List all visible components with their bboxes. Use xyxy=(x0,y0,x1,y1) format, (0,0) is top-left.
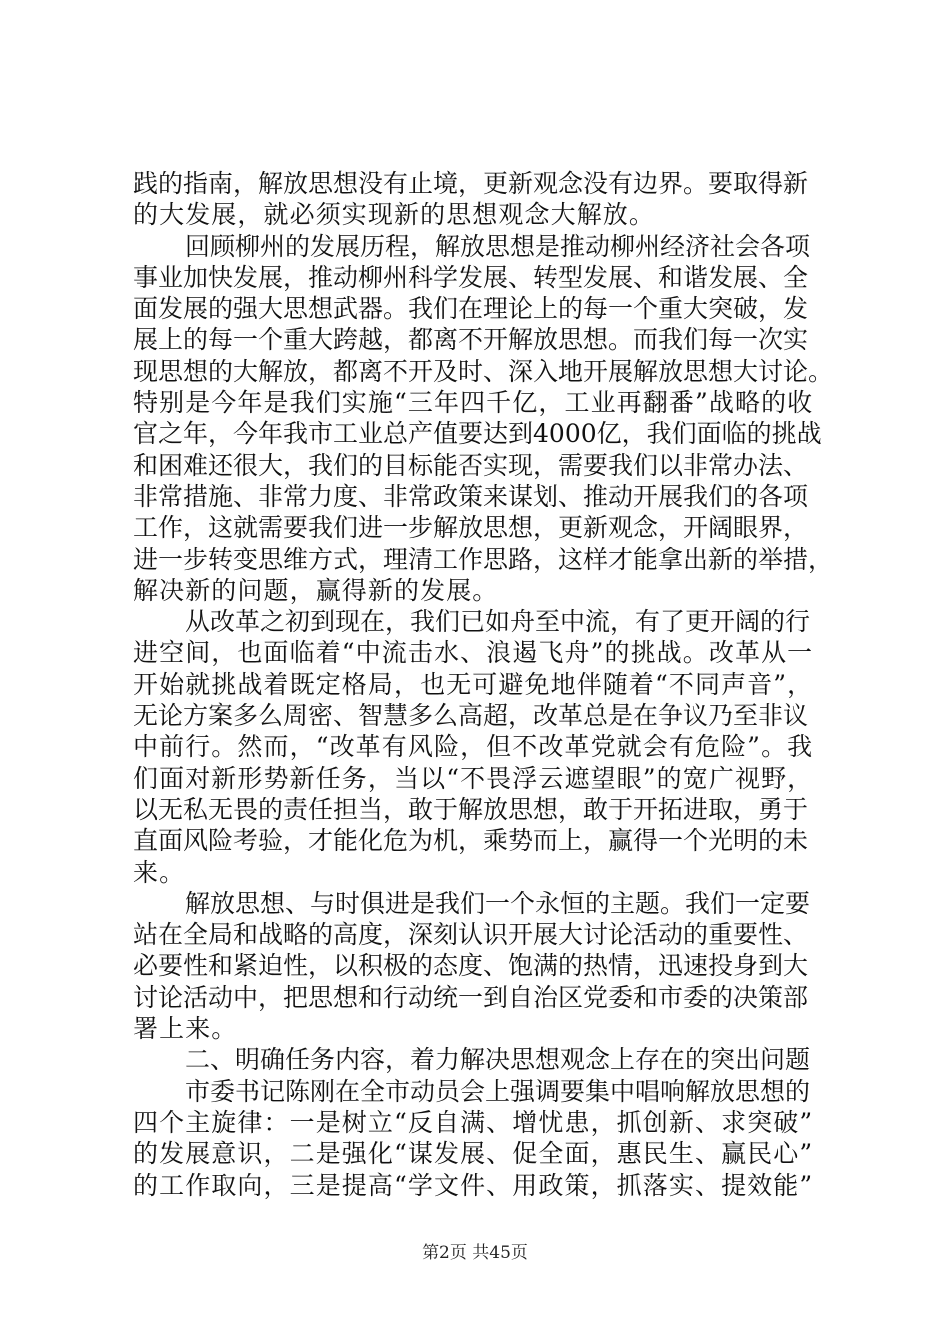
text-line: 中前行。然而，“改革有风险，但不改革党就会有危险”。我 xyxy=(133,732,814,762)
text-line: 工作，这就需要我们进一步解放思想，更新观念，开阔眼界， xyxy=(133,513,809,543)
text-line: 践的指南，解放思想没有止境，更新观念没有边界。要取得新 xyxy=(133,169,809,198)
text-line: 的发展意识，二是强化“谋发展、促全面，惠民生、赢民心” xyxy=(133,1139,814,1169)
text-line: 现思想的大解放，都离不开及时、深入地开展解放思想大讨论。 xyxy=(133,356,834,386)
text-line: 必要性和紧迫性，以积极的态度、饱满的热情，迅速投身到大 xyxy=(133,951,809,981)
text-line: 讨论活动中，把思想和行动统一到自治区党委和市委的决策部 xyxy=(133,982,809,1012)
text-line: 从改革之初到现在，我们已如舟至中流，有了更开阔的行 xyxy=(185,607,811,637)
text-line: 站在全局和战略的高度，深刻认识开展大讨论活动的重要性、 xyxy=(133,920,809,950)
text-line: 面发展的强大思想武器。我们在理论上的每一个重大突破，发 xyxy=(133,294,809,324)
text-line: 官之年，今年我市工业总产值要达到4000亿，我们面临的挑战 xyxy=(133,419,822,449)
text-line: 们面对新形势新任务，当以“不畏浮云遮望眼”的宽广视野， xyxy=(133,763,814,793)
text-line: 的大发展，就必须实现新的思想观念大解放。 xyxy=(133,200,656,230)
text-line: 解放思想、与时俱进是我们一个永恒的主题。我们一定要 xyxy=(185,888,811,918)
text-line: 展上的每一个重大跨越，都离不开解放思想。而我们每一次实 xyxy=(133,325,809,355)
text-line: 以无私无畏的责任担当，敢于解放思想，敢于开拓进取，勇于 xyxy=(133,794,809,824)
text-line: 回顾柳州的发展历程，解放思想是推动柳州经济社会各项 xyxy=(185,231,811,261)
text-line: 特别是今年是我们实施“三年四千亿，工业再翻番”战略的收 xyxy=(133,388,814,418)
document-body xyxy=(133,168,833,1201)
text-line: 来。 xyxy=(133,857,186,887)
text-line: 署上来。 xyxy=(133,1014,238,1044)
text-line: 和困难还很大，我们的目标能否实现，需要我们以非常办法、 xyxy=(133,450,809,480)
text-line: 无论方案多么周密、智慧多么高超，改革总是在争议乃至非议 xyxy=(133,701,809,731)
text-line: 非常措施、非常力度、非常政策来谋划、推动开展我们的各项 xyxy=(133,481,809,511)
text-line: 进一步转变思维方式，理清工作思路，这样才能拿出新的举措， xyxy=(133,544,834,574)
text-line: 的工作取向，三是提高“学文件、用政策，抓落实、提效能” xyxy=(133,1170,814,1200)
text-line: 二、明确任务内容，着力解决思想观念上存在的突出问题 xyxy=(185,1045,811,1075)
text-line: 开始就挑战着既定格局，也无可避免地伴随着“不同声音”， xyxy=(133,669,814,699)
text-line: 进空间，也面临着“中流击水、浪遏飞舟”的挑战。改革从一 xyxy=(133,638,814,668)
text-line: 事业加快发展，推动柳州科学发展、转型发展、和谐发展、全 xyxy=(133,262,809,292)
text-line: 市委书记陈刚在全市动员会上强调要集中唱响解放思想的 xyxy=(185,1076,811,1106)
text-line: 直面风险考验，才能化危为机，乘势而上，赢得一个光明的未 xyxy=(133,826,809,856)
page-footer: 第2页 共45页 xyxy=(422,1243,528,1263)
text-line: 四个主旋律：一是树立“反自满、增忧患，抓创新、求突破” xyxy=(133,1107,814,1137)
text-line: 解决新的问题，赢得新的发展。 xyxy=(133,575,499,605)
